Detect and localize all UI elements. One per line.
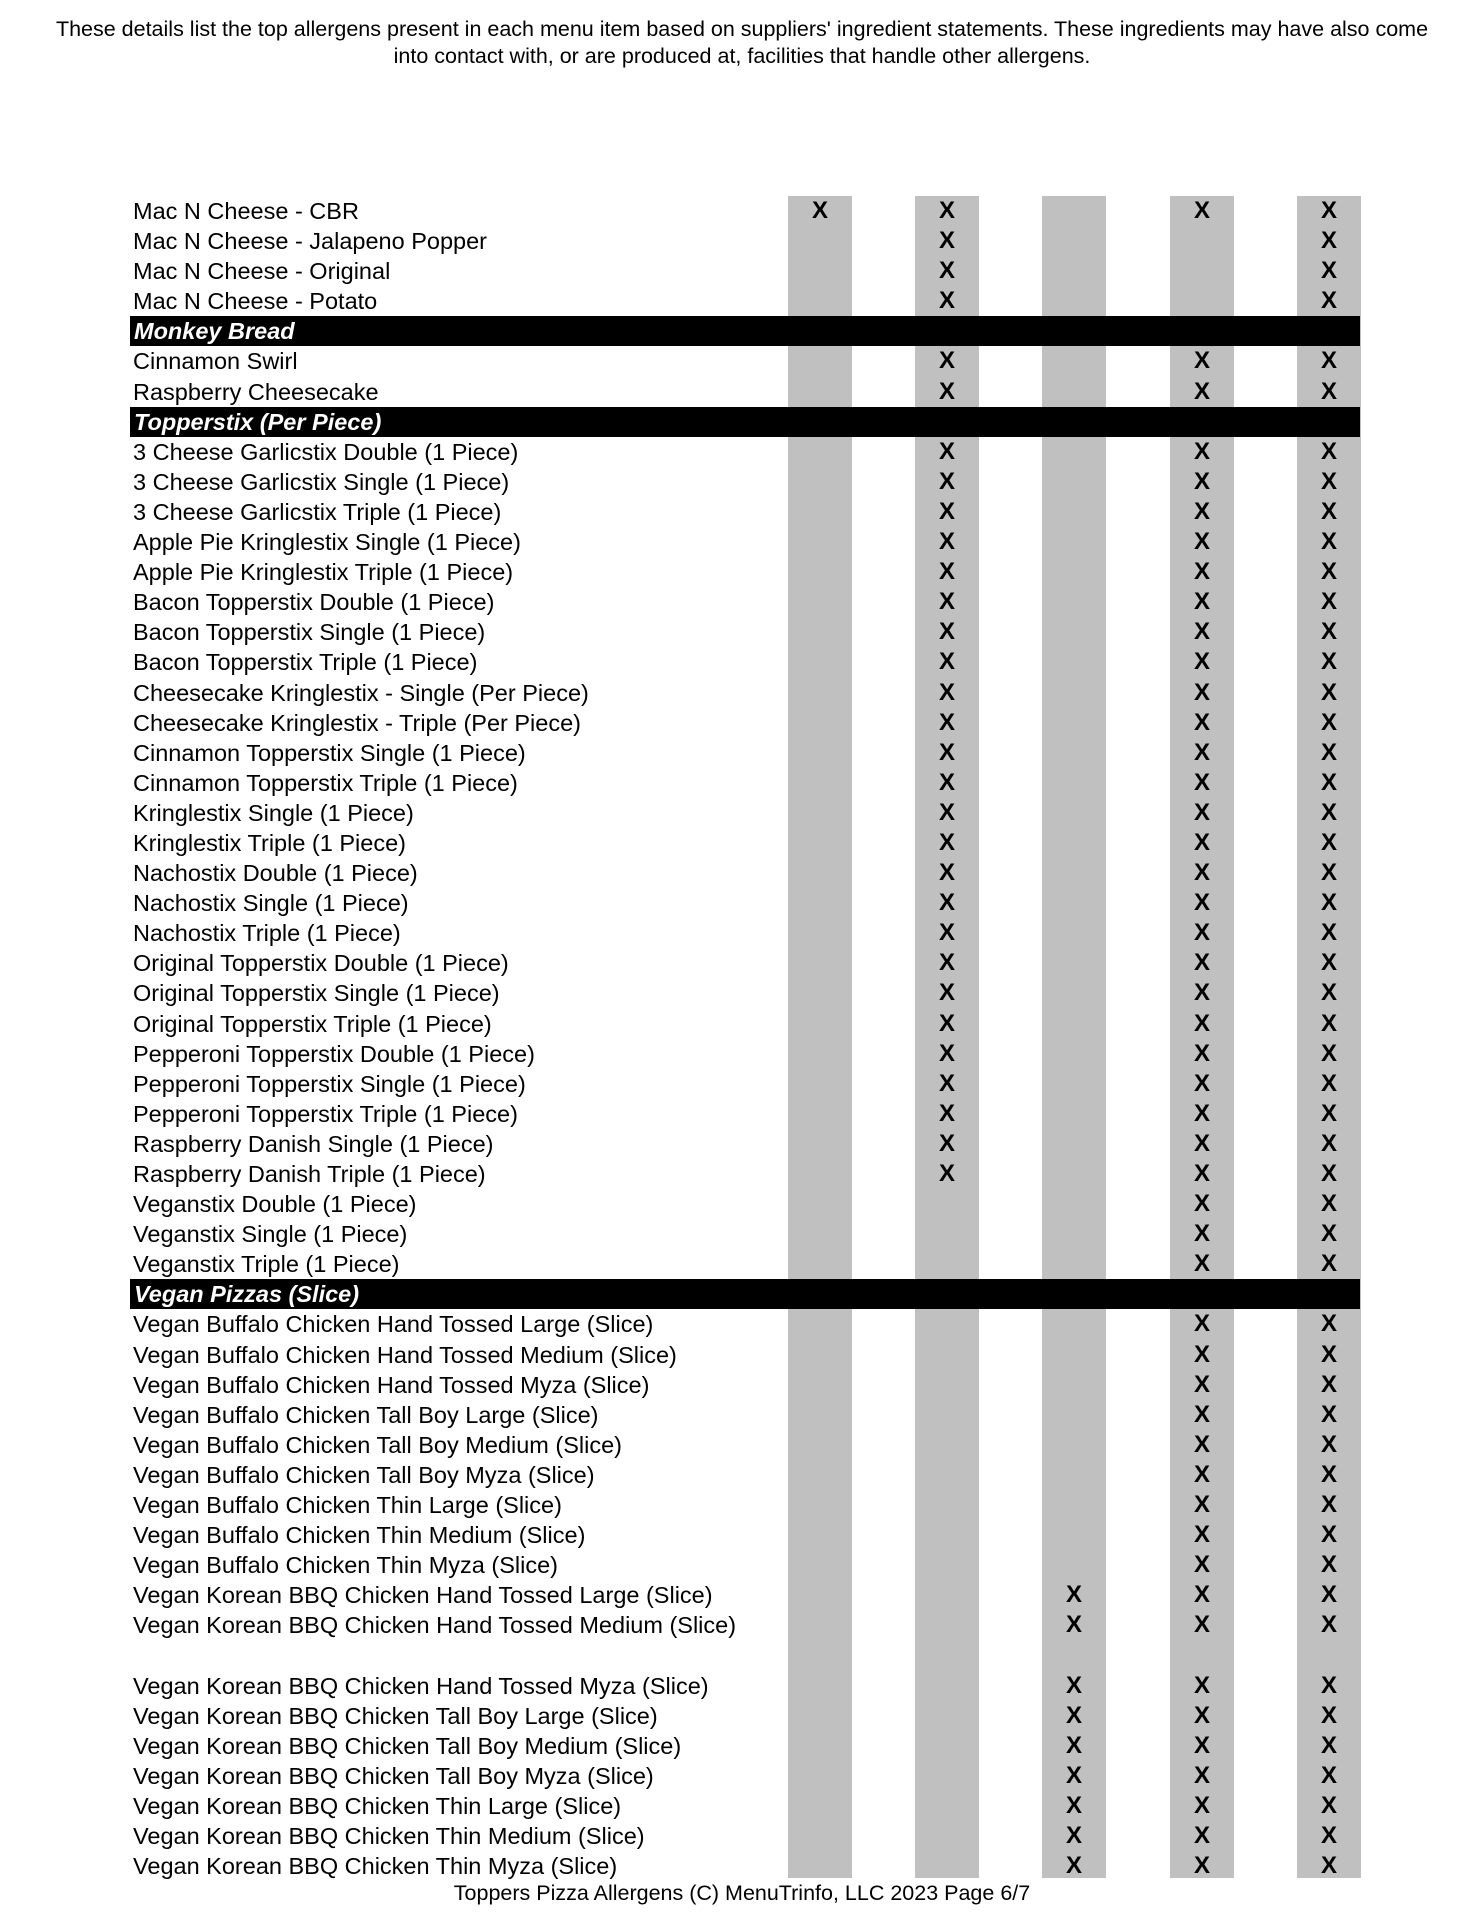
- allergen-mark: X: [1320, 558, 1337, 586]
- allergen-mark: X: [1320, 1852, 1337, 1880]
- allergen-mark: X: [1320, 1430, 1337, 1458]
- table-row: [130, 1039, 1360, 1069]
- allergen-mark: X: [1320, 828, 1337, 856]
- allergen-mark: X: [938, 1160, 955, 1187]
- allergen-mark: X: [1193, 377, 1210, 405]
- table-row: [130, 1249, 1360, 1279]
- allergen-mark: X: [1320, 1069, 1337, 1097]
- allergen-mark: X: [1320, 1521, 1337, 1549]
- allergen-mark: X: [938, 708, 955, 736]
- allergen-mark: X: [1320, 588, 1337, 616]
- allergen-mark: X: [938, 227, 955, 255]
- menu-item-name: Original Topperstix Triple (1 Piece): [133, 1010, 492, 1037]
- menu-item-name: Raspberry Cheesecake: [133, 378, 379, 405]
- menu-item-name: Apple Pie Kringlestix Triple (1 Piece): [133, 559, 514, 586]
- menu-item-name: 3 Cheese Garlicstix Double (1 Piece): [133, 438, 519, 465]
- allergen-mark: X: [1065, 1791, 1082, 1819]
- table-row: [130, 1069, 1360, 1099]
- table-row: [130, 527, 1360, 557]
- menu-item-name: Vegan Korean BBQ Chicken Hand Tossed Large (Slice): [133, 1582, 713, 1609]
- table-row: [130, 948, 1360, 978]
- table-row: [130, 1671, 1360, 1701]
- allergen-mark: X: [1320, 738, 1337, 766]
- allergen-mark: X: [1193, 1551, 1210, 1579]
- allergen-mark: X: [1320, 1701, 1337, 1729]
- menu-item-name: Veganstix Single (1 Piece): [133, 1221, 408, 1248]
- allergen-mark: X: [938, 287, 955, 315]
- table-row: [130, 1129, 1360, 1159]
- allergen-mark: X: [1193, 558, 1210, 586]
- table-row: [130, 978, 1360, 1008]
- table-row: [130, 1460, 1360, 1490]
- allergen-mark: X: [1320, 287, 1337, 315]
- allergen-mark: X: [1193, 528, 1210, 556]
- menu-item-name: Mac N Cheese - Original: [133, 258, 391, 285]
- allergen-mark: X: [938, 1099, 955, 1127]
- allergen-mark: X: [1320, 1581, 1337, 1609]
- allergen-mark: X: [1065, 1611, 1082, 1639]
- allergen-mark: X: [1193, 828, 1210, 856]
- menu-item-name: Vegan Korean BBQ Chicken Hand Tossed Medium (Slice): [133, 1612, 737, 1639]
- allergen-mark: X: [1193, 197, 1210, 224]
- menu-item-name: Mac N Cheese - Potato: [133, 288, 378, 315]
- allergen-mark: X: [1193, 618, 1210, 646]
- allergen-mark: X: [1193, 919, 1210, 947]
- allergen-mark: X: [1320, 1791, 1337, 1819]
- allergen-mark: X: [1193, 1731, 1210, 1759]
- allergen-mark: X: [1193, 949, 1210, 977]
- table-row: [130, 557, 1360, 587]
- allergen-mark: X: [1193, 1822, 1210, 1850]
- allergen-mark: X: [1193, 1761, 1210, 1789]
- allergen-mark: X: [938, 197, 955, 224]
- menu-item-name: Vegan Korean BBQ Chicken Tall Boy Large (Slice): [133, 1702, 658, 1729]
- menu-item-name: Cheesecake Kringlestix - Triple (Per Piece): [133, 709, 581, 736]
- allergen-mark: X: [1320, 1099, 1337, 1127]
- section-title: Topperstix (Per Piece): [134, 408, 382, 435]
- allergen-mark: X: [1193, 1791, 1210, 1819]
- allergen-mark: X: [1320, 1370, 1337, 1398]
- allergen-mark: X: [1320, 347, 1337, 375]
- allergen-mark: X: [1320, 1761, 1337, 1789]
- allergen-mark: X: [938, 558, 955, 586]
- table-row: [130, 1580, 1360, 1610]
- menu-item-name: Original Topperstix Single (1 Piece): [133, 980, 500, 1007]
- allergen-mark: X: [1193, 467, 1210, 495]
- table-row: [130, 1851, 1360, 1881]
- allergen-mark: X: [1320, 949, 1337, 977]
- allergen-mark: X: [938, 497, 955, 525]
- table-row: [130, 497, 1360, 527]
- allergen-mark: X: [811, 197, 828, 224]
- menu-item-name: Cheesecake Kringlestix - Single (Per Piece): [133, 679, 589, 706]
- allergen-mark: X: [938, 1129, 955, 1157]
- table-row: [130, 617, 1360, 647]
- allergen-mark: X: [1193, 1220, 1210, 1248]
- menu-item-name: Veganstix Triple (1 Piece): [133, 1251, 400, 1278]
- allergen-mark: X: [1193, 1069, 1210, 1097]
- allergen-mark: X: [1320, 618, 1337, 646]
- menu-item-name: Original Topperstix Double (1 Piece): [133, 950, 509, 977]
- allergen-mark: X: [1320, 1731, 1337, 1759]
- allergen-mark: X: [938, 768, 955, 796]
- allergen-mark: X: [1065, 1761, 1082, 1789]
- table-row: [130, 1520, 1360, 1550]
- table-row: [130, 1821, 1360, 1851]
- allergen-mark: X: [1193, 1370, 1210, 1398]
- allergen-mark: X: [1320, 1822, 1337, 1850]
- allergen-mark: X: [1193, 1581, 1210, 1609]
- menu-item-name: Vegan Korean BBQ Chicken Tall Boy Medium (Slice): [133, 1732, 682, 1759]
- allergen-mark: X: [938, 1009, 955, 1037]
- allergen-mark: X: [938, 257, 955, 285]
- allergen-mark: X: [1193, 1160, 1210, 1187]
- allergen-mark: X: [938, 828, 955, 856]
- table-row: [130, 587, 1360, 617]
- menu-item-name: Bacon Topperstix Triple (1 Piece): [133, 649, 478, 676]
- allergen-mark: X: [1320, 197, 1337, 224]
- menu-item-name: Vegan Korean BBQ Chicken Thin Medium (Slice): [133, 1823, 645, 1850]
- table-row: [130, 196, 1360, 226]
- menu-item-name: Bacon Topperstix Double (1 Piece): [133, 589, 495, 616]
- table-row: [130, 918, 1360, 948]
- table-row: [130, 1099, 1360, 1129]
- allergen-mark: X: [938, 738, 955, 766]
- allergen-mark: X: [938, 979, 955, 1007]
- allergen-mark: X: [1320, 979, 1337, 1007]
- table-row: [130, 888, 1360, 918]
- table-row: [130, 1490, 1360, 1520]
- menu-item-name: Kringlestix Single (1 Piece): [133, 799, 414, 826]
- allergen-mark: X: [1320, 1220, 1337, 1248]
- allergen-mark: X: [1320, 708, 1337, 736]
- allergen-mark: X: [1320, 1009, 1337, 1037]
- allergen-mark: X: [938, 949, 955, 977]
- allergen-mark: X: [1320, 648, 1337, 676]
- section-header: [130, 316, 1360, 346]
- menu-item-name: Nachostix Double (1 Piece): [133, 860, 418, 887]
- allergen-mark: X: [1320, 1129, 1337, 1157]
- allergen-mark: X: [1320, 859, 1337, 887]
- menu-item-name: Vegan Buffalo Chicken Hand Tossed Medium (Slice): [133, 1341, 677, 1368]
- allergen-mark: X: [1193, 1310, 1210, 1338]
- menu-item-name: Vegan Korean BBQ Chicken Hand Tossed Myza (Slice): [133, 1672, 709, 1699]
- allergen-mark: X: [1193, 768, 1210, 796]
- allergen-mark: X: [1193, 588, 1210, 616]
- allergen-mark: X: [1320, 889, 1337, 917]
- menu-item-name: Raspberry Danish Triple (1 Piece): [133, 1161, 486, 1187]
- allergen-mark: X: [938, 618, 955, 646]
- allergen-mark: X: [1193, 1039, 1210, 1067]
- allergen-mark: X: [938, 678, 955, 706]
- allergen-mark: X: [1320, 1160, 1337, 1187]
- menu-item-name: Cinnamon Swirl: [133, 348, 298, 375]
- menu-item-name: Bacon Topperstix Single (1 Piece): [133, 619, 486, 646]
- allergen-mark: X: [1320, 768, 1337, 796]
- allergen-mark: X: [1193, 798, 1210, 826]
- allergen-mark: X: [1320, 467, 1337, 495]
- allergen-mark: X: [1320, 1310, 1337, 1338]
- menu-item-name: Cinnamon Topperstix Triple (1 Piece): [133, 769, 518, 796]
- table-row: [130, 437, 1360, 467]
- table-row: [130, 1761, 1360, 1791]
- menu-item-name: Vegan Korean BBQ Chicken Thin Myza (Slice): [133, 1853, 618, 1880]
- allergen-mark: X: [1193, 1129, 1210, 1157]
- allergen-mark: X: [1193, 1701, 1210, 1729]
- table-row: [130, 1701, 1360, 1731]
- allergen-mark: X: [1193, 889, 1210, 917]
- table-row: [130, 738, 1360, 768]
- allergen-mark: X: [1065, 1731, 1082, 1759]
- allergen-mark: X: [1320, 1340, 1337, 1368]
- menu-item-name: Mac N Cheese - Jalapeno Popper: [133, 228, 488, 255]
- menu-item-name: Pepperoni Topperstix Double (1 Piece): [133, 1040, 535, 1067]
- allergen-table: [130, 196, 1360, 1881]
- allergen-mark: X: [1193, 1430, 1210, 1458]
- allergen-mark: X: [1065, 1581, 1082, 1609]
- section-header: [130, 407, 1360, 437]
- menu-item-name: Vegan Buffalo Chicken Tall Boy Myza (Slice): [133, 1461, 595, 1488]
- table-row: [130, 858, 1360, 888]
- allergen-mark: X: [1065, 1701, 1082, 1729]
- allergen-mark: X: [1320, 227, 1337, 255]
- section-header: [130, 1279, 1360, 1309]
- table-row: [130, 1009, 1360, 1039]
- menu-item-name: 3 Cheese Garlicstix Single (1 Piece): [133, 468, 510, 495]
- menu-item-name: Pepperoni Topperstix Triple (1 Piece): [133, 1100, 518, 1127]
- allergen-mark: X: [1320, 1460, 1337, 1488]
- allergen-mark: X: [938, 467, 955, 495]
- table-row: [130, 1610, 1360, 1640]
- allergen-mark: X: [1193, 1852, 1210, 1880]
- table-row: [130, 1370, 1360, 1400]
- table-row: [130, 1189, 1360, 1219]
- allergen-mark: X: [1193, 437, 1210, 465]
- table-row: [130, 828, 1360, 858]
- allergen-mark: X: [938, 437, 955, 465]
- table-row: [130, 346, 1360, 376]
- menu-item-name: Apple Pie Kringlestix Single (1 Piece): [133, 529, 521, 556]
- allergen-mark: X: [1320, 1400, 1337, 1428]
- allergen-mark: X: [1193, 738, 1210, 766]
- menu-item-name: Vegan Buffalo Chicken Tall Boy Large (Slice): [133, 1401, 599, 1428]
- allergen-mark: X: [938, 347, 955, 375]
- section-title: Vegan Pizzas (Slice): [134, 1281, 360, 1308]
- menu-item-name: Vegan Buffalo Chicken Thin Myza (Slice): [133, 1552, 558, 1579]
- allergen-mark: X: [1320, 257, 1337, 285]
- menu-item-name: Kringlestix Triple (1 Piece): [133, 829, 406, 856]
- menu-item-name: Vegan Buffalo Chicken Thin Large (Slice): [133, 1492, 562, 1519]
- allergen-mark: X: [938, 1069, 955, 1097]
- table-row: [130, 467, 1360, 497]
- allergen-mark: X: [1193, 678, 1210, 706]
- table-row: [130, 1550, 1360, 1580]
- table-row: [130, 1340, 1360, 1370]
- allergen-disclaimer: These details list the top allergens present in each menu item based on suppliers' ingredient statements. These ingredients may have also come into contact with, or are produced at, facilities that handle other allergens.: [55, 17, 1429, 68]
- allergen-mark: X: [1320, 919, 1337, 947]
- allergen-mark: X: [1193, 1250, 1210, 1278]
- allergen-mark: X: [1320, 528, 1337, 556]
- table-row: [130, 226, 1360, 256]
- allergen-mark: X: [1320, 1190, 1337, 1218]
- allergen-mark: X: [1193, 1611, 1210, 1639]
- allergen-mark: X: [1193, 1521, 1210, 1549]
- allergen-mark: X: [938, 919, 955, 947]
- allergen-mark: X: [938, 798, 955, 826]
- allergen-mark: X: [1065, 1852, 1082, 1880]
- table-row: [130, 1791, 1360, 1821]
- allergen-mark: X: [1320, 497, 1337, 525]
- allergen-mark: X: [938, 528, 955, 556]
- table-row: [130, 1430, 1360, 1460]
- page-footer: Toppers Pizza Allergens (C) MenuTrinfo, LLC 2023 Page 6/7: [453, 1881, 1031, 1905]
- table-row: [130, 1309, 1360, 1339]
- menu-item-name: Cinnamon Topperstix Single (1 Piece): [133, 739, 526, 766]
- table-row: [130, 678, 1360, 708]
- table-row: [130, 1731, 1360, 1761]
- menu-item-name: Nachostix Single (1 Piece): [133, 890, 409, 917]
- allergen-mark: X: [1320, 798, 1337, 826]
- allergen-mark: X: [1193, 1340, 1210, 1368]
- allergen-mark: X: [1193, 1671, 1210, 1699]
- menu-item-name: Vegan Korean BBQ Chicken Tall Boy Myza (Slice): [133, 1762, 654, 1789]
- table-row: [130, 377, 1360, 407]
- table-row: [130, 256, 1360, 286]
- blank-row: [130, 1641, 1360, 1671]
- allergen-mark: X: [1320, 437, 1337, 465]
- menu-item-name: Nachostix Triple (1 Piece): [133, 920, 401, 947]
- allergen-mark: X: [1320, 1250, 1337, 1278]
- allergen-mark: X: [1193, 1099, 1210, 1127]
- allergen-mark: X: [938, 1039, 955, 1067]
- allergen-mark: X: [1193, 979, 1210, 1007]
- allergen-mark: X: [938, 588, 955, 616]
- allergen-mark: X: [1193, 1400, 1210, 1428]
- allergen-mark: X: [938, 377, 955, 405]
- table-row: [130, 1219, 1360, 1249]
- menu-item-name: Vegan Buffalo Chicken Hand Tossed Myza (Slice): [133, 1371, 650, 1398]
- menu-item-name: Vegan Korean BBQ Chicken Thin Large (Slice): [133, 1792, 622, 1819]
- section-title: Monkey Bread: [134, 318, 295, 345]
- allergen-mark: X: [1193, 859, 1210, 887]
- allergen-mark: X: [1065, 1822, 1082, 1850]
- allergen-mark: X: [1065, 1671, 1082, 1699]
- allergen-mark: X: [1320, 1551, 1337, 1579]
- table-row: [130, 708, 1360, 738]
- table-row: [130, 768, 1360, 798]
- allergen-mark: X: [1193, 347, 1210, 375]
- menu-item-name: Vegan Buffalo Chicken Tall Boy Medium (Slice): [133, 1431, 622, 1458]
- allergen-mark: X: [1320, 377, 1337, 405]
- allergen-mark: X: [938, 859, 955, 887]
- allergen-mark: X: [1320, 1491, 1337, 1519]
- allergen-mark: X: [1193, 648, 1210, 676]
- menu-item-name: 3 Cheese Garlicstix Triple (1 Piece): [133, 498, 502, 525]
- table-row: [130, 647, 1360, 677]
- allergen-mark: X: [1320, 1039, 1337, 1067]
- table-row: [130, 1400, 1360, 1430]
- allergen-mark: X: [1320, 1611, 1337, 1639]
- menu-item-name: Vegan Buffalo Chicken Hand Tossed Large (Slice): [133, 1311, 654, 1338]
- allergen-mark: X: [1193, 497, 1210, 525]
- menu-item-name: Vegan Buffalo Chicken Thin Medium (Slice): [133, 1522, 586, 1549]
- allergen-mark: X: [938, 648, 955, 676]
- menu-item-name: Pepperoni Topperstix Single (1 Piece): [133, 1070, 526, 1097]
- allergen-mark: X: [938, 889, 955, 917]
- allergen-mark: X: [1320, 1671, 1337, 1699]
- allergen-mark: X: [1320, 678, 1337, 706]
- allergen-mark: X: [1193, 1491, 1210, 1519]
- table-row: [130, 798, 1360, 828]
- allergen-mark: X: [1193, 1190, 1210, 1218]
- allergen-mark: X: [1193, 708, 1210, 736]
- menu-item-name: Mac N Cheese - CBR: [133, 198, 359, 224]
- allergen-mark: X: [1193, 1009, 1210, 1037]
- table-row: [130, 1159, 1360, 1189]
- menu-item-name: Veganstix Double (1 Piece): [133, 1191, 417, 1218]
- allergen-mark: X: [1193, 1460, 1210, 1488]
- table-row: [130, 286, 1360, 316]
- menu-item-name: Raspberry Danish Single (1 Piece): [133, 1130, 494, 1157]
